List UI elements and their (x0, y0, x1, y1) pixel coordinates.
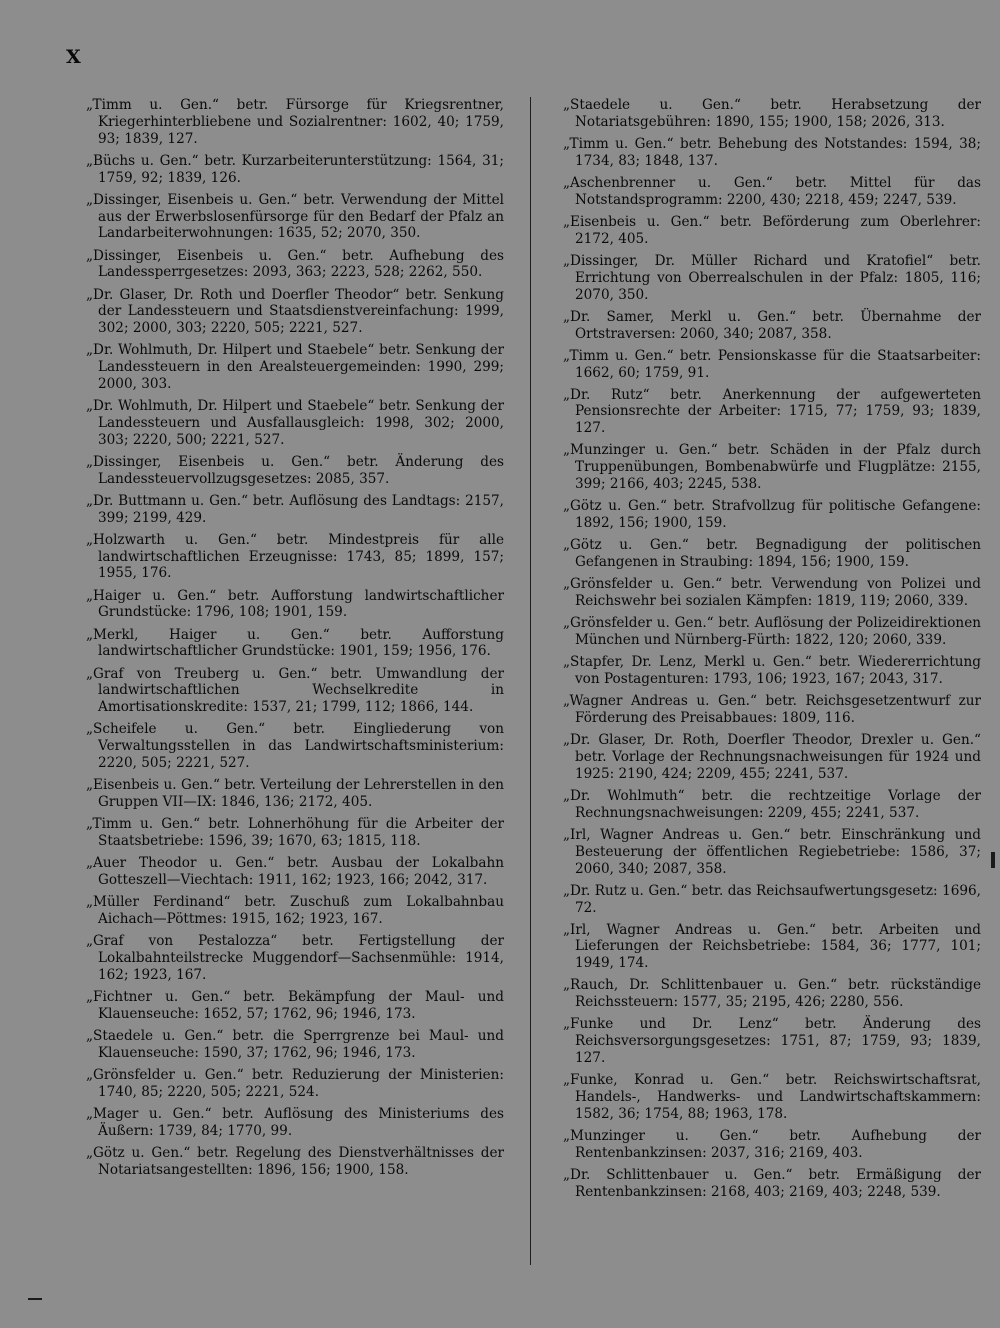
index-entry: „Dr. Wohlmuth, Dr. Hilpert und Staebele“ betr. Senkung der Landessteuern in den Arealsteuergemeinden: 1990, 299; 2000, 303. (86, 342, 504, 392)
index-entry: „Irl, Wagner Andreas u. Gen.“ betr. Einschränkung und Besteuerung der öffentlichen Regiebetriebe: 1586, 37; 2060, 340; 2087, 358. (563, 826, 981, 877)
index-entry: „Haiger u. Gen.“ betr. Aufforstung landwirtschaftlicher Grundstücke: 1796, 108; 1901, 159. (86, 587, 504, 621)
index-entry: „Eisenbeis u. Gen.“ betr. Beförderung zum Oberlehrer: 2172, 405. (563, 213, 981, 247)
index-entry: „Dr. Samer, Merkl u. Gen.“ betr. Übernahme der Ortstraversen: 2060, 340; 2087, 358. (563, 308, 981, 342)
index-entry: „Staedele u. Gen.“ betr. Herabsetzung der Notariatsgebühren: 1890, 155; 1900, 158; 2026, 313. (563, 97, 981, 130)
index-entry: „Funke, Konrad u. Gen.“ betr. Reichswirtschaftsrat, Handels-, Handwerks- und Landwirtschaftskammern: 1582, 36; 1754, 88; 1963, 178. (563, 1072, 981, 1122)
index-entry: „Eisenbeis u. Gen.“ betr. Verteilung der Lehrerstellen in den Gruppen VII—IX: 1846, 136; 2172, 405. (86, 777, 504, 810)
scan-edge-mark (991, 852, 995, 868)
index-entry: „Funke und Dr. Lenz“ betr. Änderung des Reichsversorgungsgesetzes: 1751, 87; 1759, 93; 1839, 127. (563, 1016, 981, 1067)
index-entry: „Munzinger u. Gen.“ betr. Aufhebung der Rentenbankzinsen: 2037, 316; 2169, 403. (563, 1128, 981, 1161)
index-entry: „Timm u. Gen.“ betr. Behebung des Notstandes: 1594, 38; 1734, 83; 1848, 137. (563, 135, 981, 169)
index-entry: „Dissinger, Eisenbeis u. Gen.“ betr. Änderung des Landessteuervollzugsgesetzes: 2085, 357. (86, 453, 504, 487)
index-entry: „Wagner Andreas u. Gen.“ betr. Reichsgesetzentwurf zur Förderung des Preisabbaues: 1809, 116. (563, 693, 981, 726)
index-entry: „Timm u. Gen.“ betr. Fürsorge für Kriegsrentner, Kriegerhinterbliebene und Sozialrentner: 1602, 40; 1759, 93; 1839, 127. (86, 97, 504, 147)
index-entry: „Holzwarth u. Gen.“ betr. Mindestpreis für alle landwirtschaftlichen Erzeugnisse: 1743, 85; 1899, 157; 1955, 176. (86, 531, 504, 582)
index-entry: „Büchs u. Gen.“ betr. Kurzarbeiterunterstützung: 1564, 31; 1759, 92; 1839, 126. (86, 152, 504, 186)
index-entry: „Dr. Glaser, Dr. Roth und Doerfler Theodor“ betr. Senkung der Landessteuern und Staatsdienstvereinfachung: 1999, 302; 2000, 303; 2220, 505; 2221, 527. (86, 286, 504, 337)
index-entry: „Munzinger u. Gen.“ betr. Schäden in der Pfalz durch Truppenübungen, Bombenabwürfe und Flugplätze: 2155, 399; 2166, 403; 2245, 538. (563, 442, 981, 493)
index-entry: „Merkl, Haiger u. Gen.“ betr. Aufforstung landwirtschaftlicher Grundstücke: 1901, 159; 1956, 176. (86, 626, 504, 660)
index-entry: „Fichtner u. Gen.“ betr. Bekämpfung der Maul- und Klauenseuche: 1652, 57; 1762, 96; 1946, 173. (86, 988, 504, 1022)
index-entry: „Götz u. Gen.“ betr. Strafvollzug für politische Gefangene: 1892, 156; 1900, 159. (563, 498, 981, 532)
index-entry: „Grönsfelder u. Gen.“ betr. Reduzierung der Ministerien: 1740, 85; 2220, 505; 2221, 524. (86, 1066, 504, 1100)
index-entry: „Staedele u. Gen.“ betr. die Sperrgrenze bei Maul- und Klauenseuche: 1590, 37; 1762, 96; 1946, 173. (86, 1027, 504, 1061)
index-entry: „Dissinger, Eisenbeis u. Gen.“ betr. Verwendung der Mittel aus der Erwerbslosenfürsorge für den Bedarf der Pfalz an Landarbeiterwohnungen: 1635, 52; 2070, 350. (86, 191, 504, 242)
index-entry: „Timm u. Gen.“ betr. Pensionskasse für die Staatsarbeiter: 1662, 60; 1759, 91. (563, 347, 981, 381)
index-entry: „Irl, Wagner Andreas u. Gen.“ betr. Arbeiten und Lieferungen der Reichsbetriebe: 1584, 36; 1777, 101; 1949, 174. (563, 921, 981, 972)
index-entry: „Müller Ferdinand“ betr. Zuschuß zum Lokalbahnbau Aichach—Pöttmes: 1915, 162; 1923, 167. (86, 894, 504, 927)
index-entry: „Dr. Buttmann u. Gen.“ betr. Auflösung des Landtags: 2157, 399; 2199, 429. (86, 492, 504, 526)
index-entry: „Auer Theodor u. Gen.“ betr. Ausbau der Lokalbahn Gotteszell—Viechtach: 1911, 162; 1923, 166; 2042, 317. (86, 855, 504, 888)
index-entry: „Dr. Wohlmuth, Dr. Hilpert und Staebele“ betr. Senkung der Landessteuern und Ausfallausgleich: 1998, 302; 2000, 303; 2220, 500; 2221, 527. (86, 398, 504, 448)
index-entry: „Dr. Rutz u. Gen.“ betr. das Reichsaufwertungsgesetz: 1696, 72. (563, 882, 981, 916)
index-entry: „Aschenbrenner u. Gen.“ betr. Mittel für das Notstandsprogramm: 2200, 430; 2218, 459; 2247, 539. (563, 174, 981, 208)
left-column (86, 97, 504, 1184)
index-entry: „Dissinger, Eisenbeis u. Gen.“ betr. Aufhebung des Landessperrgesetzes: 2093, 363; 2223, 528; 2262, 550. (86, 247, 504, 281)
index-entry: „Grönsfelder u. Gen.“ betr. Auflösung der Polizeidirektionen München und Nürnberg-Fürth: 1822, 120; 2060, 339. (563, 615, 981, 648)
index-entry: „Timm u. Gen.“ betr. Lohnerhöhung für die Arbeiter der Staatsbetriebe: 1596, 39; 1670, 63; 1815, 118. (86, 816, 504, 849)
index-entry: „Dr. Wohlmuth“ betr. die rechtzeitige Vorlage der Rechnungsnachweisungen: 2209, 455; 2241, 537. (563, 787, 981, 821)
index-entry: „Graf von Treuberg u. Gen.“ betr. Umwandlung der landwirtschaftlichen Wechselkredite in Amortisationskredite: 1537, 21; 1799, 112; 1866, 144. (86, 665, 504, 716)
index-entry: „Dr. Rutz“ betr. Anerkennung der aufgewerteten Pensionsrechte der Arbeiter: 1715, 77; 1759, 93; 1839, 127. (563, 386, 981, 437)
index-entry: „Götz u. Gen.“ betr. Regelung des Dienstverhältnisses der Notariatsangestellten: 1896, 156; 1900, 158. (86, 1144, 504, 1178)
index-entry: „Stapfer, Dr. Lenz, Merkl u. Gen.“ betr. Wiedererrichtung von Postagenturen: 1793, 106; 1923, 167; 2043, 317. (563, 654, 981, 687)
index-entry: „Dr. Schlittenbauer u. Gen.“ betr. Ermäßigung der Rentenbankzinsen: 2168, 403; 2169, 403; 2248, 539. (563, 1167, 981, 1200)
index-entry: „Graf von Pestalozza“ betr. Fertigstellung der Lokalbahnteilstrecke Muggendorf—Sachsenmühle: 1914, 162; 1923, 167. (86, 933, 504, 983)
index-entry: „Rauch, Dr. Schlittenbauer u. Gen.“ betr. rückständige Reichssteuern: 1577, 35; 2195, 426; 2280, 556. (563, 977, 981, 1011)
index-entry: „Mager u. Gen.“ betr. Auflösung des Ministeriums des Äußern: 1739, 84; 1770, 99. (86, 1105, 504, 1139)
index-entry: „Götz u. Gen.“ betr. Begnadigung der politischen Gefangenen in Straubing: 1894, 156; 1900, 159. (563, 537, 981, 571)
index-entry: „Dr. Glaser, Dr. Roth, Doerfler Theodor, Drexler u. Gen.“ betr. Vorlage der Rechnungsnachweisungen für 1924 und 1925: 2190, 424; 2209, 455; 2241, 537. (563, 732, 981, 782)
index-entry: „Dissinger, Dr. Müller Richard und Kratofiel“ betr. Errichtung von Oberrealschulen in der Pfalz: 1805, 116; 2070, 350. (563, 252, 981, 303)
scan-edge-mark (28, 1298, 42, 1300)
page-number: X (66, 46, 81, 68)
column-divider (530, 97, 531, 1265)
right-column (563, 97, 981, 1206)
index-entry: „Scheifele u. Gen.“ betr. Eingliederung von Verwaltungsstellen in das Landwirtschaftsministerium: 2220, 505; 2221, 527. (86, 721, 504, 771)
index-entry: „Grönsfelder u. Gen.“ betr. Verwendung von Polizei und Reichswehr bei sozialen Kämpfen: 1819, 119; 2060, 339. (563, 576, 981, 610)
